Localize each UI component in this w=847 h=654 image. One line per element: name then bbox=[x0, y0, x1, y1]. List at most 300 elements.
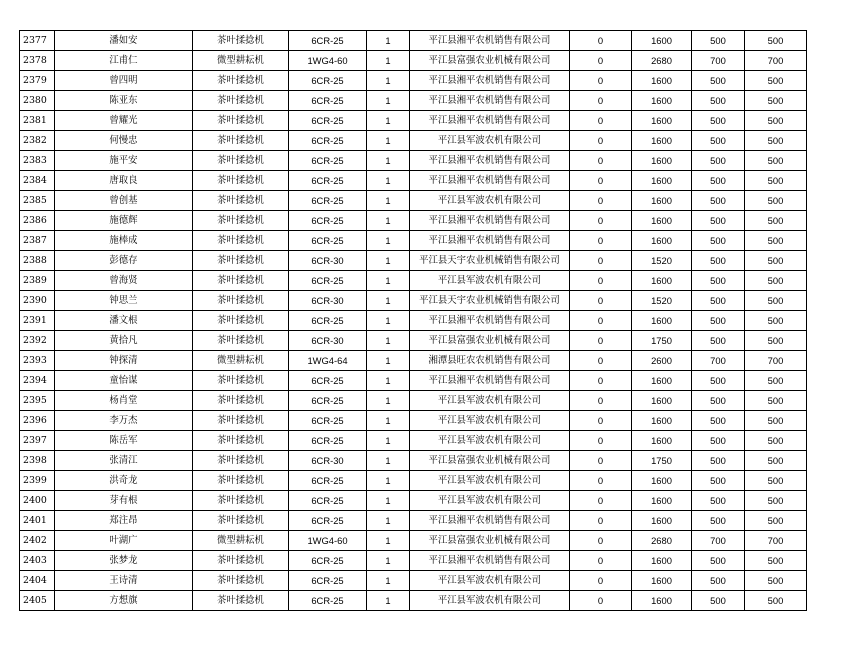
row-number-cell: 2402 bbox=[20, 531, 55, 551]
sale-price-cell: 1600 bbox=[632, 431, 692, 451]
row-number-cell: 2396 bbox=[20, 411, 55, 431]
row-number-cell: 2399 bbox=[20, 471, 55, 491]
buyer-name-cell: 曾四明 bbox=[55, 71, 193, 91]
value-cell-1: 0 bbox=[570, 251, 632, 271]
total-subsidy-cell: 500 bbox=[745, 111, 807, 131]
dealer-cell: 平江县湘平农机销售有限公司 bbox=[410, 311, 570, 331]
table-body bbox=[20, 31, 807, 611]
value-cell-1: 0 bbox=[570, 291, 632, 311]
sale-price-cell: 2680 bbox=[632, 51, 692, 71]
total-subsidy-cell: 500 bbox=[745, 451, 807, 471]
quantity-cell: 1 bbox=[367, 551, 410, 571]
total-subsidy-cell: 500 bbox=[745, 371, 807, 391]
sale-price-cell: 1600 bbox=[632, 371, 692, 391]
quantity-cell: 1 bbox=[367, 471, 410, 491]
dealer-cell: 平江县军波农机有限公司 bbox=[410, 491, 570, 511]
dealer-cell: 平江县军波农机有限公司 bbox=[410, 431, 570, 451]
sale-price-cell: 1600 bbox=[632, 71, 692, 91]
table-row bbox=[20, 591, 807, 611]
machine-type-cell: 茶叶揉捻机 bbox=[193, 331, 289, 351]
value-cell-1: 0 bbox=[570, 151, 632, 171]
total-subsidy-cell: 500 bbox=[745, 571, 807, 591]
value-cell-1: 0 bbox=[570, 331, 632, 351]
quantity-cell: 1 bbox=[367, 371, 410, 391]
quantity-cell: 1 bbox=[367, 391, 410, 411]
machine-model-cell: 6CR-25 bbox=[289, 91, 367, 111]
dealer-cell: 湘潭县旺农农机销售有限公司 bbox=[410, 351, 570, 371]
buyer-name-cell: 彭德存 bbox=[55, 251, 193, 271]
row-number-cell: 2404 bbox=[20, 571, 55, 591]
sale-price-cell: 1600 bbox=[632, 231, 692, 251]
subsidy-cell: 500 bbox=[692, 111, 745, 131]
table-row bbox=[20, 311, 807, 331]
quantity-cell: 1 bbox=[367, 571, 410, 591]
subsidy-cell: 500 bbox=[692, 471, 745, 491]
buyer-name-cell: 何慢忠 bbox=[55, 131, 193, 151]
buyer-name-cell: 童怡谋 bbox=[55, 371, 193, 391]
total-subsidy-cell: 500 bbox=[745, 171, 807, 191]
machine-model-cell: 6CR-25 bbox=[289, 271, 367, 291]
dealer-cell: 平江县湘平农机销售有限公司 bbox=[410, 31, 570, 51]
machine-model-cell: 1WG4-60 bbox=[289, 51, 367, 71]
total-subsidy-cell: 500 bbox=[745, 91, 807, 111]
buyer-name-cell: 陈亚东 bbox=[55, 91, 193, 111]
row-number-cell: 2387 bbox=[20, 231, 55, 251]
subsidy-cell: 500 bbox=[692, 491, 745, 511]
machine-type-cell: 茶叶揉捻机 bbox=[193, 111, 289, 131]
machine-type-cell: 茶叶揉捻机 bbox=[193, 211, 289, 231]
dealer-cell: 平江县湘平农机销售有限公司 bbox=[410, 71, 570, 91]
quantity-cell: 1 bbox=[367, 491, 410, 511]
buyer-name-cell: 施平安 bbox=[55, 151, 193, 171]
buyer-name-cell: 郑注昂 bbox=[55, 511, 193, 531]
machine-type-cell: 茶叶揉捻机 bbox=[193, 271, 289, 291]
subsidy-cell: 500 bbox=[692, 551, 745, 571]
subsidy-cell: 500 bbox=[692, 211, 745, 231]
table-row bbox=[20, 431, 807, 451]
row-number-cell: 2401 bbox=[20, 511, 55, 531]
dealer-cell: 平江县军波农机有限公司 bbox=[410, 271, 570, 291]
buyer-name-cell: 潘文根 bbox=[55, 311, 193, 331]
machine-model-cell: 6CR-30 bbox=[289, 331, 367, 351]
dealer-cell: 平江县富强农业机械有限公司 bbox=[410, 531, 570, 551]
total-subsidy-cell: 700 bbox=[745, 531, 807, 551]
machine-model-cell: 6CR-25 bbox=[289, 471, 367, 491]
row-number-cell: 2397 bbox=[20, 431, 55, 451]
quantity-cell: 1 bbox=[367, 251, 410, 271]
sale-price-cell: 1600 bbox=[632, 391, 692, 411]
value-cell-1: 0 bbox=[570, 371, 632, 391]
buyer-name-cell: 王诗清 bbox=[55, 571, 193, 591]
machine-model-cell: 6CR-25 bbox=[289, 171, 367, 191]
sale-price-cell: 2680 bbox=[632, 531, 692, 551]
dealer-cell: 平江县富强农业机械有限公司 bbox=[410, 451, 570, 471]
machine-model-cell: 6CR-25 bbox=[289, 511, 367, 531]
buyer-name-cell: 曾海贤 bbox=[55, 271, 193, 291]
buyer-name-cell: 方想旗 bbox=[55, 591, 193, 611]
sale-price-cell: 1600 bbox=[632, 271, 692, 291]
dealer-cell: 平江县军波农机有限公司 bbox=[410, 411, 570, 431]
value-cell-1: 0 bbox=[570, 71, 632, 91]
quantity-cell: 1 bbox=[367, 51, 410, 71]
quantity-cell: 1 bbox=[367, 71, 410, 91]
sale-price-cell: 1750 bbox=[632, 451, 692, 471]
machine-model-cell: 6CR-25 bbox=[289, 571, 367, 591]
table-row bbox=[20, 511, 807, 531]
total-subsidy-cell: 700 bbox=[745, 51, 807, 71]
dealer-cell: 平江县湘平农机销售有限公司 bbox=[410, 211, 570, 231]
machine-type-cell: 微型耕耘机 bbox=[193, 351, 289, 371]
table-row bbox=[20, 451, 807, 471]
machine-type-cell: 微型耕耘机 bbox=[193, 531, 289, 551]
machine-model-cell: 6CR-25 bbox=[289, 491, 367, 511]
total-subsidy-cell: 500 bbox=[745, 411, 807, 431]
buyer-name-cell: 施德辉 bbox=[55, 211, 193, 231]
dealer-cell: 平江县天宇农业机械销售有限公司 bbox=[410, 291, 570, 311]
row-number-cell: 2390 bbox=[20, 291, 55, 311]
total-subsidy-cell: 500 bbox=[745, 471, 807, 491]
dealer-cell: 平江县军波农机有限公司 bbox=[410, 131, 570, 151]
quantity-cell: 1 bbox=[367, 211, 410, 231]
subsidy-cell: 500 bbox=[692, 371, 745, 391]
machine-model-cell: 1WG4-64 bbox=[289, 351, 367, 371]
table-row bbox=[20, 291, 807, 311]
table-row bbox=[20, 251, 807, 271]
total-subsidy-cell: 500 bbox=[745, 511, 807, 531]
value-cell-1: 0 bbox=[570, 571, 632, 591]
subsidy-cell: 500 bbox=[692, 231, 745, 251]
machine-model-cell: 6CR-25 bbox=[289, 111, 367, 131]
subsidy-cell: 500 bbox=[692, 71, 745, 91]
total-subsidy-cell: 500 bbox=[745, 251, 807, 271]
total-subsidy-cell: 500 bbox=[745, 131, 807, 151]
machine-model-cell: 6CR-25 bbox=[289, 391, 367, 411]
dealer-cell: 平江县军波农机有限公司 bbox=[410, 591, 570, 611]
value-cell-1: 0 bbox=[570, 551, 632, 571]
sale-price-cell: 1600 bbox=[632, 591, 692, 611]
machine-model-cell: 6CR-30 bbox=[289, 451, 367, 471]
buyer-name-cell: 李万杰 bbox=[55, 411, 193, 431]
quantity-cell: 1 bbox=[367, 411, 410, 431]
machine-type-cell: 茶叶揉捻机 bbox=[193, 151, 289, 171]
value-cell-1: 0 bbox=[570, 31, 632, 51]
quantity-cell: 1 bbox=[367, 311, 410, 331]
sale-price-cell: 1600 bbox=[632, 411, 692, 431]
sale-price-cell: 1600 bbox=[632, 511, 692, 531]
subsidy-cell: 700 bbox=[692, 531, 745, 551]
dealer-cell: 平江县湘平农机销售有限公司 bbox=[410, 171, 570, 191]
sale-price-cell: 1600 bbox=[632, 471, 692, 491]
quantity-cell: 1 bbox=[367, 111, 410, 131]
sale-price-cell: 1600 bbox=[632, 211, 692, 231]
total-subsidy-cell: 500 bbox=[745, 331, 807, 351]
subsidy-table bbox=[19, 30, 807, 611]
machine-type-cell: 茶叶揉捻机 bbox=[193, 231, 289, 251]
buyer-name-cell: 曾创基 bbox=[55, 191, 193, 211]
machine-model-cell: 6CR-25 bbox=[289, 151, 367, 171]
total-subsidy-cell: 500 bbox=[745, 151, 807, 171]
buyer-name-cell: 黄拾凡 bbox=[55, 331, 193, 351]
total-subsidy-cell: 700 bbox=[745, 351, 807, 371]
sale-price-cell: 1600 bbox=[632, 91, 692, 111]
value-cell-1: 0 bbox=[570, 171, 632, 191]
table-row bbox=[20, 51, 807, 71]
total-subsidy-cell: 500 bbox=[745, 431, 807, 451]
subsidy-cell: 500 bbox=[692, 251, 745, 271]
subsidy-cell: 500 bbox=[692, 271, 745, 291]
subsidy-cell: 700 bbox=[692, 351, 745, 371]
row-number-cell: 2379 bbox=[20, 71, 55, 91]
total-subsidy-cell: 500 bbox=[745, 391, 807, 411]
dealer-cell: 平江县军波农机有限公司 bbox=[410, 391, 570, 411]
machine-type-cell: 茶叶揉捻机 bbox=[193, 131, 289, 151]
row-number-cell: 2383 bbox=[20, 151, 55, 171]
table-row bbox=[20, 471, 807, 491]
table-row bbox=[20, 131, 807, 151]
table-row bbox=[20, 151, 807, 171]
value-cell-1: 0 bbox=[570, 351, 632, 371]
subsidy-cell: 700 bbox=[692, 51, 745, 71]
row-number-cell: 2386 bbox=[20, 211, 55, 231]
total-subsidy-cell: 500 bbox=[745, 191, 807, 211]
subsidy-cell: 500 bbox=[692, 511, 745, 531]
machine-type-cell: 茶叶揉捻机 bbox=[193, 471, 289, 491]
machine-type-cell: 茶叶揉捻机 bbox=[193, 591, 289, 611]
quantity-cell: 1 bbox=[367, 171, 410, 191]
machine-model-cell: 6CR-25 bbox=[289, 551, 367, 571]
machine-type-cell: 茶叶揉捻机 bbox=[193, 31, 289, 51]
row-number-cell: 2392 bbox=[20, 331, 55, 351]
value-cell-1: 0 bbox=[570, 311, 632, 331]
machine-type-cell: 茶叶揉捻机 bbox=[193, 291, 289, 311]
table-row bbox=[20, 531, 807, 551]
quantity-cell: 1 bbox=[367, 331, 410, 351]
table-row bbox=[20, 191, 807, 211]
table-row bbox=[20, 491, 807, 511]
quantity-cell: 1 bbox=[367, 131, 410, 151]
total-subsidy-cell: 500 bbox=[745, 211, 807, 231]
machine-model-cell: 6CR-25 bbox=[289, 231, 367, 251]
quantity-cell: 1 bbox=[367, 271, 410, 291]
total-subsidy-cell: 500 bbox=[745, 31, 807, 51]
sale-price-cell: 1600 bbox=[632, 191, 692, 211]
machine-model-cell: 6CR-25 bbox=[289, 71, 367, 91]
table-row bbox=[20, 551, 807, 571]
value-cell-1: 0 bbox=[570, 91, 632, 111]
quantity-cell: 1 bbox=[367, 591, 410, 611]
dealer-cell: 平江县湘平农机销售有限公司 bbox=[410, 371, 570, 391]
table-row bbox=[20, 331, 807, 351]
value-cell-1: 0 bbox=[570, 411, 632, 431]
quantity-cell: 1 bbox=[367, 291, 410, 311]
subsidy-cell: 500 bbox=[692, 31, 745, 51]
dealer-cell: 平江县湘平农机销售有限公司 bbox=[410, 91, 570, 111]
value-cell-1: 0 bbox=[570, 491, 632, 511]
machine-model-cell: 6CR-25 bbox=[289, 211, 367, 231]
buyer-name-cell: 芽有根 bbox=[55, 491, 193, 511]
table-row bbox=[20, 211, 807, 231]
dealer-cell: 平江县富强农业机械有限公司 bbox=[410, 51, 570, 71]
dealer-cell: 平江县湘平农机销售有限公司 bbox=[410, 151, 570, 171]
sale-price-cell: 1750 bbox=[632, 331, 692, 351]
quantity-cell: 1 bbox=[367, 451, 410, 471]
quantity-cell: 1 bbox=[367, 431, 410, 451]
buyer-name-cell: 潘如安 bbox=[55, 31, 193, 51]
row-number-cell: 2384 bbox=[20, 171, 55, 191]
subsidy-cell: 500 bbox=[692, 411, 745, 431]
row-number-cell: 2393 bbox=[20, 351, 55, 371]
machine-type-cell: 茶叶揉捻机 bbox=[193, 411, 289, 431]
row-number-cell: 2400 bbox=[20, 491, 55, 511]
row-number-cell: 2385 bbox=[20, 191, 55, 211]
buyer-name-cell: 洪奇龙 bbox=[55, 471, 193, 491]
quantity-cell: 1 bbox=[367, 191, 410, 211]
value-cell-1: 0 bbox=[570, 591, 632, 611]
sale-price-cell: 1600 bbox=[632, 111, 692, 131]
table-row bbox=[20, 71, 807, 91]
row-number-cell: 2391 bbox=[20, 311, 55, 331]
machine-model-cell: 6CR-25 bbox=[289, 311, 367, 331]
quantity-cell: 1 bbox=[367, 231, 410, 251]
machine-type-cell: 微型耕耘机 bbox=[193, 51, 289, 71]
total-subsidy-cell: 500 bbox=[745, 231, 807, 251]
machine-type-cell: 茶叶揉捻机 bbox=[193, 371, 289, 391]
subsidy-cell: 500 bbox=[692, 291, 745, 311]
value-cell-1: 0 bbox=[570, 431, 632, 451]
machine-model-cell: 6CR-25 bbox=[289, 191, 367, 211]
subsidy-cell: 500 bbox=[692, 311, 745, 331]
value-cell-1: 0 bbox=[570, 231, 632, 251]
sale-price-cell: 1600 bbox=[632, 311, 692, 331]
dealer-cell: 平江县军波农机有限公司 bbox=[410, 471, 570, 491]
table-row bbox=[20, 271, 807, 291]
machine-model-cell: 6CR-30 bbox=[289, 251, 367, 271]
value-cell-1: 0 bbox=[570, 51, 632, 71]
table-row bbox=[20, 571, 807, 591]
value-cell-1: 0 bbox=[570, 211, 632, 231]
table-row bbox=[20, 391, 807, 411]
sale-price-cell: 1520 bbox=[632, 291, 692, 311]
table-row bbox=[20, 411, 807, 431]
machine-type-cell: 茶叶揉捻机 bbox=[193, 251, 289, 271]
machine-type-cell: 茶叶揉捻机 bbox=[193, 91, 289, 111]
row-number-cell: 2377 bbox=[20, 31, 55, 51]
dealer-cell: 平江县军波农机有限公司 bbox=[410, 191, 570, 211]
buyer-name-cell: 陈岳军 bbox=[55, 431, 193, 451]
table-row bbox=[20, 171, 807, 191]
dealer-cell: 平江县湘平农机销售有限公司 bbox=[410, 551, 570, 571]
table-row bbox=[20, 371, 807, 391]
subsidy-cell: 500 bbox=[692, 171, 745, 191]
machine-model-cell: 6CR-25 bbox=[289, 411, 367, 431]
buyer-name-cell: 叶湖广 bbox=[55, 531, 193, 551]
quantity-cell: 1 bbox=[367, 351, 410, 371]
sale-price-cell: 1600 bbox=[632, 151, 692, 171]
subsidy-cell: 500 bbox=[692, 591, 745, 611]
dealer-cell: 平江县富强农业机械有限公司 bbox=[410, 331, 570, 351]
quantity-cell: 1 bbox=[367, 151, 410, 171]
subsidy-cell: 500 bbox=[692, 391, 745, 411]
row-number-cell: 2388 bbox=[20, 251, 55, 271]
value-cell-1: 0 bbox=[570, 131, 632, 151]
row-number-cell: 2403 bbox=[20, 551, 55, 571]
subsidy-cell: 500 bbox=[692, 131, 745, 151]
machine-model-cell: 6CR-30 bbox=[289, 291, 367, 311]
machine-type-cell: 茶叶揉捻机 bbox=[193, 71, 289, 91]
buyer-name-cell: 曾耀光 bbox=[55, 111, 193, 131]
row-number-cell: 2389 bbox=[20, 271, 55, 291]
sale-price-cell: 1600 bbox=[632, 171, 692, 191]
row-number-cell: 2378 bbox=[20, 51, 55, 71]
sale-price-cell: 1600 bbox=[632, 491, 692, 511]
machine-type-cell: 茶叶揉捻机 bbox=[193, 451, 289, 471]
quantity-cell: 1 bbox=[367, 31, 410, 51]
dealer-cell: 平江县湘平农机销售有限公司 bbox=[410, 111, 570, 131]
machine-model-cell: 6CR-25 bbox=[289, 591, 367, 611]
subsidy-cell: 500 bbox=[692, 571, 745, 591]
sale-price-cell: 1600 bbox=[632, 571, 692, 591]
buyer-name-cell: 张梦龙 bbox=[55, 551, 193, 571]
buyer-name-cell: 张清江 bbox=[55, 451, 193, 471]
machine-type-cell: 茶叶揉捻机 bbox=[193, 431, 289, 451]
value-cell-1: 0 bbox=[570, 511, 632, 531]
row-number-cell: 2394 bbox=[20, 371, 55, 391]
sale-price-cell: 2600 bbox=[632, 351, 692, 371]
dealer-cell: 平江县湘平农机销售有限公司 bbox=[410, 511, 570, 531]
sale-price-cell: 1600 bbox=[632, 31, 692, 51]
subsidy-cell: 500 bbox=[692, 191, 745, 211]
machine-type-cell: 茶叶揉捻机 bbox=[193, 571, 289, 591]
total-subsidy-cell: 500 bbox=[745, 311, 807, 331]
value-cell-1: 0 bbox=[570, 531, 632, 551]
table-row bbox=[20, 351, 807, 371]
sale-price-cell: 1600 bbox=[632, 131, 692, 151]
subsidy-table-sheet bbox=[19, 30, 806, 611]
machine-type-cell: 茶叶揉捻机 bbox=[193, 191, 289, 211]
row-number-cell: 2380 bbox=[20, 91, 55, 111]
value-cell-1: 0 bbox=[570, 191, 632, 211]
subsidy-cell: 500 bbox=[692, 331, 745, 351]
machine-model-cell: 6CR-25 bbox=[289, 131, 367, 151]
value-cell-1: 0 bbox=[570, 271, 632, 291]
machine-type-cell: 茶叶揉捻机 bbox=[193, 551, 289, 571]
table-row bbox=[20, 91, 807, 111]
value-cell-1: 0 bbox=[570, 471, 632, 491]
machine-type-cell: 茶叶揉捻机 bbox=[193, 491, 289, 511]
total-subsidy-cell: 500 bbox=[745, 271, 807, 291]
machine-type-cell: 茶叶揉捻机 bbox=[193, 511, 289, 531]
dealer-cell: 平江县湘平农机销售有限公司 bbox=[410, 231, 570, 251]
row-number-cell: 2395 bbox=[20, 391, 55, 411]
total-subsidy-cell: 500 bbox=[745, 71, 807, 91]
subsidy-cell: 500 bbox=[692, 451, 745, 471]
buyer-name-cell: 唐取良 bbox=[55, 171, 193, 191]
quantity-cell: 1 bbox=[367, 511, 410, 531]
buyer-name-cell: 钟探清 bbox=[55, 351, 193, 371]
subsidy-cell: 500 bbox=[692, 91, 745, 111]
table-row bbox=[20, 231, 807, 251]
subsidy-cell: 500 bbox=[692, 431, 745, 451]
total-subsidy-cell: 500 bbox=[745, 551, 807, 571]
buyer-name-cell: 杨肖堂 bbox=[55, 391, 193, 411]
machine-type-cell: 茶叶揉捻机 bbox=[193, 311, 289, 331]
table-row bbox=[20, 111, 807, 131]
buyer-name-cell: 江甫仁 bbox=[55, 51, 193, 71]
machine-model-cell: 6CR-25 bbox=[289, 371, 367, 391]
dealer-cell: 平江县天宇农业机械销售有限公司 bbox=[410, 251, 570, 271]
total-subsidy-cell: 500 bbox=[745, 591, 807, 611]
row-number-cell: 2398 bbox=[20, 451, 55, 471]
